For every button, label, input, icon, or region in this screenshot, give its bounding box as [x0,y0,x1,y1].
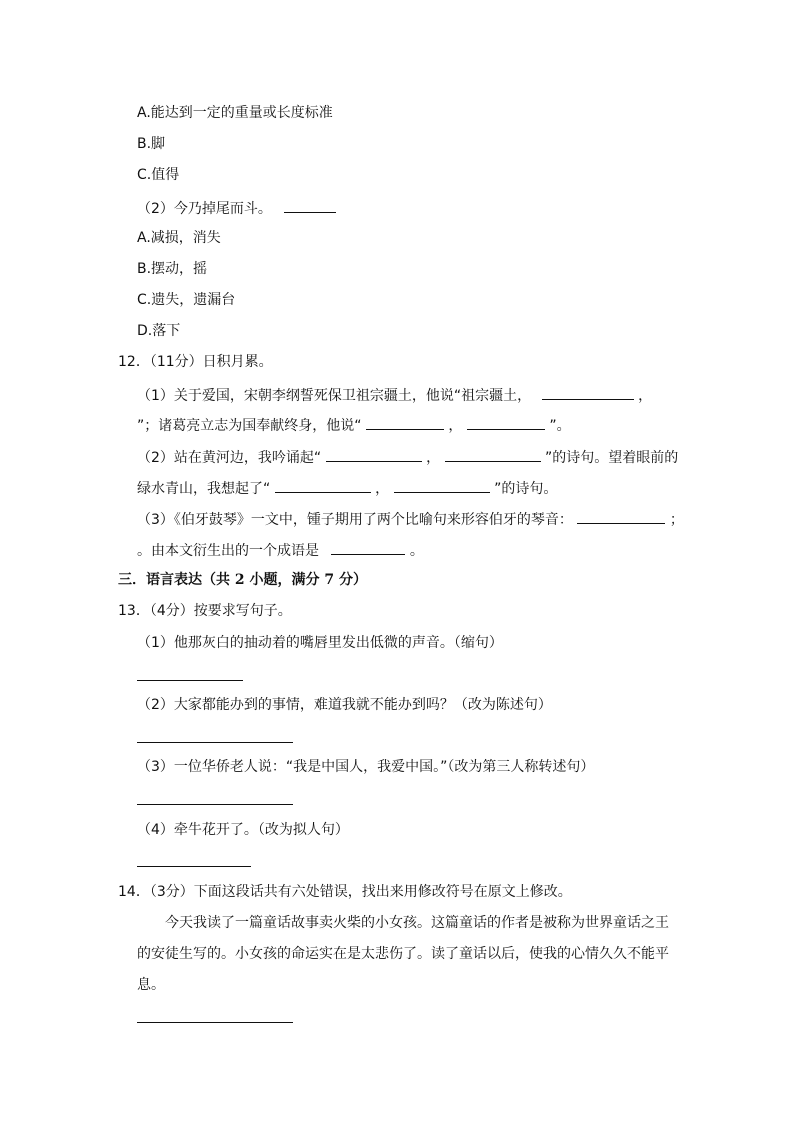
answer-line[interactable] [137,742,293,743]
q11-sub2-option-a: A.减损，消失 [137,230,221,246]
q12-sub3-line2 [137,539,424,561]
q12-sub3-line1 [137,508,684,530]
q12-comma: ， [448,418,463,434]
q14-paragraph-line1: 今天我读了一篇童话故事卖火柴的小女孩。这篇童话的作者是被称为世界童话之王 [165,915,669,931]
q12-sub2-line1 [137,446,678,468]
answer-line[interactable] [137,680,243,681]
q12-sub2-text-4: ”的诗句。 [494,481,558,497]
answer-blank[interactable] [542,384,634,400]
q11-option-c: C.值得 [137,167,180,183]
answer-blank[interactable] [326,446,422,462]
q13-sub2: （2）大家都能办到的事情，难道我就不能办到吗？（改为陈述句） [137,697,552,713]
q13-sub1: （1）他那灰白的抽动着的嘴唇里发出低微的声音。（缩句） [137,635,503,651]
q11-option-a: A.能达到一定的重量或长度标准 [137,105,333,121]
q11-sub2-text: （2）今乃掉尾而斗。 [137,201,272,217]
q12-sub1-line1 [137,384,652,406]
q12-comma: ， [375,481,390,497]
q11-sub2-option-c: C.遗失，遗漏台 [137,292,236,308]
answer-line[interactable] [137,866,251,867]
q11-option-b: B.脚 [137,136,166,152]
q12-sub2-text: （2）站在黄河边，我吟诵起“ [137,450,322,466]
answer-blank[interactable] [577,508,665,524]
q12-semicolon: ； [669,512,684,528]
q14-paragraph-line3: 息。 [137,977,165,993]
q12-header: 12．（11分）日积月累。 [118,354,273,370]
section-3-title: 三．语言表达（共 2 小题，满分 7 分） [118,572,367,588]
q14-paragraph-line2: 的安徒生写的。小女孩的命运实在是太悲伤了。读了童话以后，使我的心情久久不能平 [137,946,669,962]
q12-sub3-text-2: 。由本文衍生出的一个成语是 [137,543,319,559]
q11-sub2-option-d: D.落下 [137,323,181,339]
q11-subquestion-2 [137,197,336,219]
q12-close-quote: ”。 [549,418,571,434]
q12-sub1-text: （1）关于爱国，宋朝李纲誓死保卫祖宗疆土，他说“祖宗疆土， [137,388,532,404]
q13-header: 13．（4分）按要求写句子。 [118,603,292,619]
q12-sub1-line2 [137,414,571,436]
q12-period: 。 [409,543,424,559]
q12-sub2-text-3: 绿水青山，我想起了“ [137,481,271,497]
q11-sub2-option-b: B.摆动，摇 [137,261,208,277]
q12-sub3-text: （3）《伯牙鼓琴》一文中，锺子期用了两个比喻句来形容伯牙的琴音： [137,512,573,528]
q12-sub1-text-2: ”；诸葛亮立志为国奉献终身，他说“ [137,418,362,434]
answer-line[interactable] [137,1022,293,1023]
q12-sub2-line2 [137,477,557,499]
answer-line[interactable] [137,804,293,805]
answer-blank[interactable] [284,197,336,213]
q12-sub2-text-2: ”的诗句。望着眼前的 [544,450,679,466]
q12-comma: ， [426,450,441,466]
answer-blank[interactable] [445,446,541,462]
q13-sub3: （3）一位华侨老人说：“我是中国人，我爱中国。”（改为第三人称转述句） [137,759,595,775]
q14-header: 14．（3分）下面这段话共有六处错误，找出来用修改符号在原文上修改。 [118,884,572,900]
q13-sub4: （4）牵牛花开了。（改为拟人句） [137,822,349,838]
answer-blank[interactable] [394,477,490,493]
answer-blank[interactable] [366,414,444,430]
answer-blank[interactable] [275,477,371,493]
answer-blank[interactable] [467,414,545,430]
q12-comma: ， [638,388,653,404]
answer-blank[interactable] [331,539,405,555]
